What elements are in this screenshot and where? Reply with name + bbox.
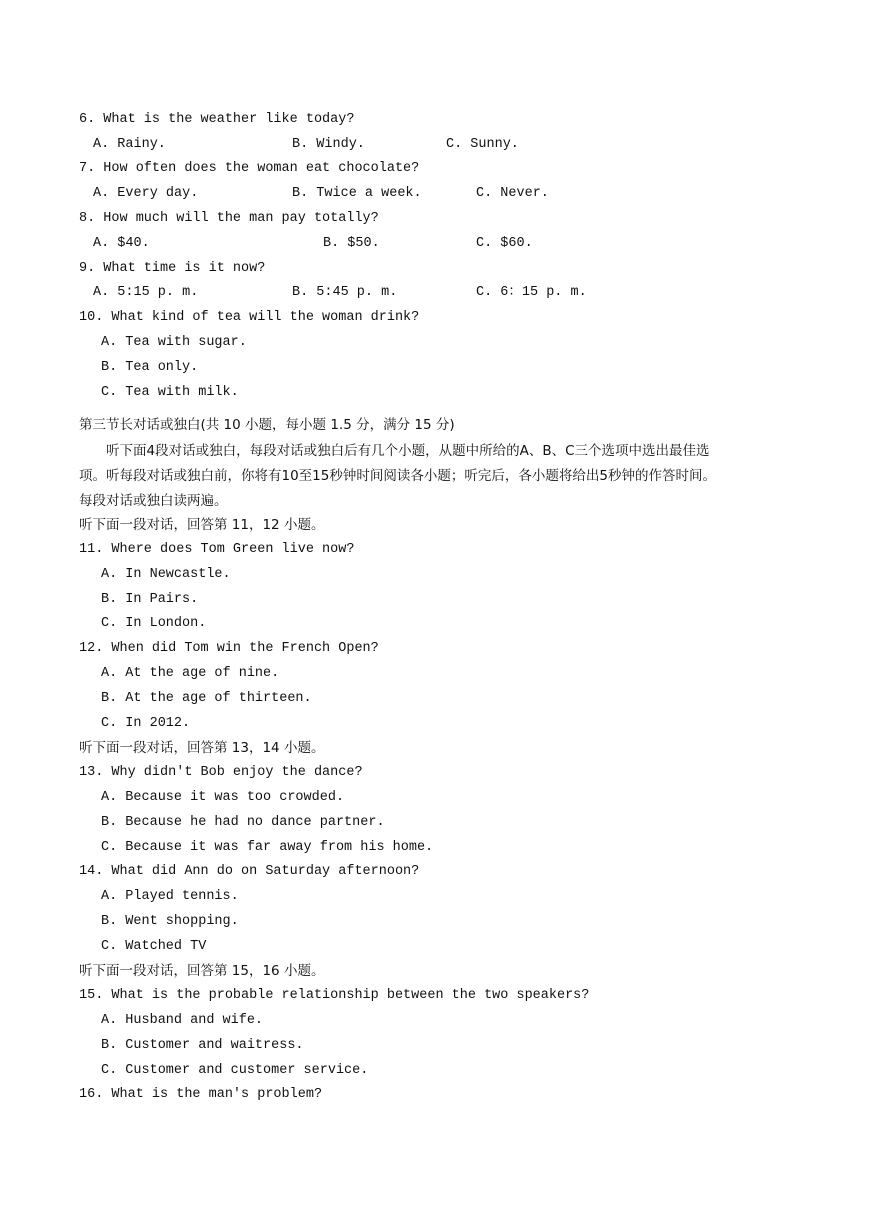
question-9-stem: 9. What time is it now? xyxy=(79,261,266,276)
question-8-option-a: A. $40. xyxy=(93,236,150,251)
section-3-heading: 第三节长对话或独白(共 10 小题，每小题 1.5 分，满分 15 分) xyxy=(79,417,455,433)
question-9-option-c: C. 6：15 p. m. xyxy=(476,285,587,300)
question-11-option-c: C. In London. xyxy=(101,616,207,631)
question-12-option-c: C. In 2012. xyxy=(101,716,191,731)
question-10-option-c: C. Tea with milk. xyxy=(101,385,239,400)
question-7-option-a: A. Every day. xyxy=(93,186,199,201)
question-6-option-a: A. Rainy. xyxy=(93,137,166,152)
question-8-option-b: B. $50. xyxy=(323,236,380,251)
question-11-stem: 11. Where does Tom Green live now? xyxy=(79,542,355,557)
question-11-option-a: A. In Newcastle. xyxy=(101,567,231,582)
question-12-stem: 12. When did Tom win the French Open? xyxy=(79,641,379,656)
question-13-option-c: C. Because it was far away from his home. xyxy=(101,840,434,855)
question-6-stem: 6. What is the weather like today? xyxy=(79,112,355,127)
question-12-option-b: B. At the age of thirteen. xyxy=(101,691,312,706)
question-13-option-a: A. Because it was too crowded. xyxy=(101,790,345,805)
question-10-option-b: B. Tea only. xyxy=(101,360,199,375)
question-15-option-c: C. Customer and customer service. xyxy=(101,1063,369,1078)
question-7-option-c: C. Never. xyxy=(476,186,549,201)
question-11-option-b: B. In Pairs. xyxy=(101,592,199,607)
question-10-option-a: A. Tea with sugar. xyxy=(101,335,247,350)
question-9-option-a: A. 5:15 p. m. xyxy=(93,285,199,300)
question-8-option-c: C. $60. xyxy=(476,236,533,251)
question-15-option-b: B. Customer and waitress. xyxy=(101,1038,304,1053)
question-12-option-a: A. At the age of nine. xyxy=(101,666,280,681)
dialogue-group-13-14: 听下面一段对话，回答第 13，14 小题。 xyxy=(79,740,325,756)
question-7-option-b: B. Twice a week. xyxy=(292,186,422,201)
question-10-stem: 10. What kind of tea will the woman drink? xyxy=(79,310,420,325)
question-14-stem: 14. What did Ann do on Saturday afternoon? xyxy=(79,864,420,879)
question-9-option-b: B. 5:45 p. m. xyxy=(292,285,398,300)
question-16-stem: 16. What is the man's problem? xyxy=(79,1087,323,1102)
question-8-stem: 8. How much will the man pay totally? xyxy=(79,211,379,226)
section-3-instructions: 听下面4段对话或独白，每段对话或独白后有几个小题，从题中所给的A、B、C三个选项中选出最佳选项。听每段对话或独白前，你将有10至15秒钟时间阅读各小题；听完后，各小题将给出5秒钟的作答时间。每段对话或独白读两遍。 xyxy=(79,443,716,509)
question-7-stem: 7. How often does the woman eat chocolate? xyxy=(79,161,420,176)
question-14-option-b: B. Went shopping. xyxy=(101,914,239,929)
question-13-option-b: B. Because he had no dance partner. xyxy=(101,815,385,830)
question-15-option-a: A. Husband and wife. xyxy=(101,1013,264,1028)
question-13-stem: 13. Why didn't Bob enjoy the dance? xyxy=(79,765,363,780)
dialogue-group-11-12: 听下面一段对话，回答第 11，12 小题。 xyxy=(79,517,325,533)
question-6-option-c: C. Sunny. xyxy=(446,137,519,152)
question-15-stem: 15. What is the probable relationship between the two speakers? xyxy=(79,988,590,1003)
dialogue-group-15-16: 听下面一段对话，回答第 15，16 小题。 xyxy=(79,963,325,979)
question-14-option-a: A. Played tennis. xyxy=(101,889,239,904)
question-6-option-b: B. Windy. xyxy=(292,137,365,152)
question-14-option-c: C. Watched TV xyxy=(101,939,207,954)
